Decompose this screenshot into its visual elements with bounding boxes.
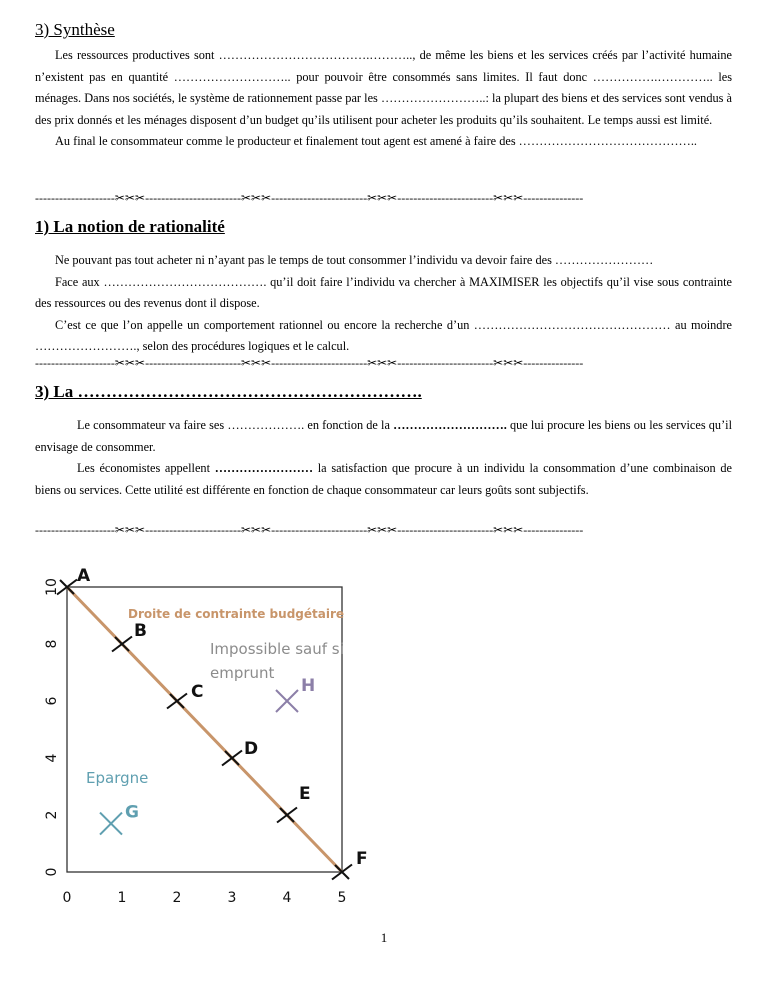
rationalite-paragraph-3: C’est ce que l’on appelle un comportement rationnel ou encore la recherche d’un ………………………………………… au moindre ……………………., selon des procédures logiques et le calcul.: [35, 317, 732, 354]
rationalite-text: [35, 250, 732, 358]
rationalite-paragraph-1: Ne pouvant pas tout acheter ni n’ayant pas le temps de tout consommer l’individu va devoir faire des ……………………: [55, 253, 654, 267]
page-number: 1: [380, 930, 388, 945]
x-axis-ticks: [63, 890, 347, 906]
la-paragraph-1-blank: ……………………….: [393, 418, 507, 432]
point-a: [57, 566, 91, 595]
annotation-impossible-line-1: Impossible sauf si: [210, 640, 344, 658]
x-tick-label: 5: [337, 890, 347, 906]
x-tick-label: 1: [117, 890, 127, 906]
scissors-separator-2: --------------------✂✂✂------------------------✂✂✂------------------------✂✂✂------------------------✂✂✂---------------: [35, 356, 584, 370]
point-g: [100, 803, 139, 835]
point-label: E: [299, 784, 311, 804]
scissors-separator-1: --------------------✂✂✂------------------------✂✂✂------------------------✂✂✂------------------------✂✂✂---------------: [35, 191, 584, 205]
chart-annotations: [86, 640, 344, 787]
point-b: [112, 621, 147, 652]
x-tick-label: 2: [172, 890, 182, 906]
la-paragraph-2-blank: ……………………: [214, 461, 314, 476]
y-tick-label: 4: [44, 753, 60, 763]
la-paragraph-2-part-a: Les économistes appellent: [77, 461, 215, 476]
y-tick-label: 10: [44, 578, 60, 596]
point-label: C: [191, 682, 204, 702]
point-label: A: [77, 566, 91, 586]
point-label: D: [244, 739, 259, 759]
point-label: B: [134, 621, 147, 641]
point-e: [277, 784, 311, 823]
point-label: F: [356, 849, 368, 869]
point-label: H: [301, 676, 316, 696]
x-tick-label: 0: [62, 890, 72, 906]
synthese-text: [35, 45, 732, 153]
point-f: [332, 849, 368, 880]
point-c: [167, 682, 203, 709]
annotation-epargne: Epargne: [86, 769, 149, 787]
la-paragraph-1-part-c: que lui procure les biens ou les services qu’il envisage de consommer.: [35, 418, 733, 454]
point-d: [222, 739, 258, 766]
annotation-impossible-line-2: emprunt: [210, 664, 275, 682]
budget-line: [67, 587, 344, 872]
la-paragraph-1: [35, 415, 732, 458]
rationalite-heading: 1) La notion de rationalité: [35, 217, 225, 236]
y-tick-label: 0: [44, 867, 60, 877]
point-h: [276, 676, 315, 712]
synthese-heading: 3) Synthèse: [35, 20, 115, 39]
y-tick-label: 2: [44, 810, 60, 820]
scissors-separator-3: --------------------✂✂✂------------------------✂✂✂------------------------✂✂✂------------------------✂✂✂---------------: [35, 523, 584, 537]
synthese-paragraph-2: Au final le consommateur comme le producteur et finalement tout agent est amené à faire des ……………………………………..: [55, 134, 697, 149]
rationalite-paragraph-2: Face aux …………………………………. qu’il doit faire l’individu va chercher à MAXIMISER les objectifs qu’il vise sous contrainte des ressources ou des revenus dont il dispose.: [35, 274, 732, 311]
budget-line-label: Droite de contrainte budgétaire: [128, 607, 345, 621]
synthese-paragraph-1: Les ressources productives sont ……………………………….……….., de même les biens et les services créés par l’activité humaine n’existent pas en quantité ……………………….. pour pouvoir être consommés sans limites. Il faut donc …………….………….. les ménages. Dans nos sociétés, le système de rationnement passe par les ……………………..: la plupart des biens et des services sont vendus à des prix donnés et les ménages disposent d’un budget qu’ils utilisent pour acheter les produits qu’ils souhaitent. Le temps aussi est limité.: [35, 48, 732, 127]
point-label: G: [125, 802, 139, 823]
y-axis-ticks: [44, 578, 60, 876]
x-tick-label: 3: [227, 890, 237, 906]
la-heading: 3) La …………………………………………………….: [35, 382, 422, 401]
la-paragraph-2-part-c: la satisfaction que procure à un individu la consommation d’une combinaison de biens ou services. Cette utilité est différente en fonction de chaque consommateur car leurs goûts sont subjectifs.: [35, 461, 732, 497]
budget-constraint-line: [67, 587, 345, 872]
la-paragraph-2: [35, 458, 732, 501]
y-tick-label: 6: [44, 696, 60, 706]
la-text: [35, 415, 732, 501]
la-paragraph-1-part-a: Le consommateur va faire ses ………………. en fonction de la: [77, 418, 394, 432]
budget-constraint-chart: [0, 550, 768, 910]
x-tick-label: 4: [282, 890, 292, 906]
y-tick-label: 8: [44, 639, 60, 649]
